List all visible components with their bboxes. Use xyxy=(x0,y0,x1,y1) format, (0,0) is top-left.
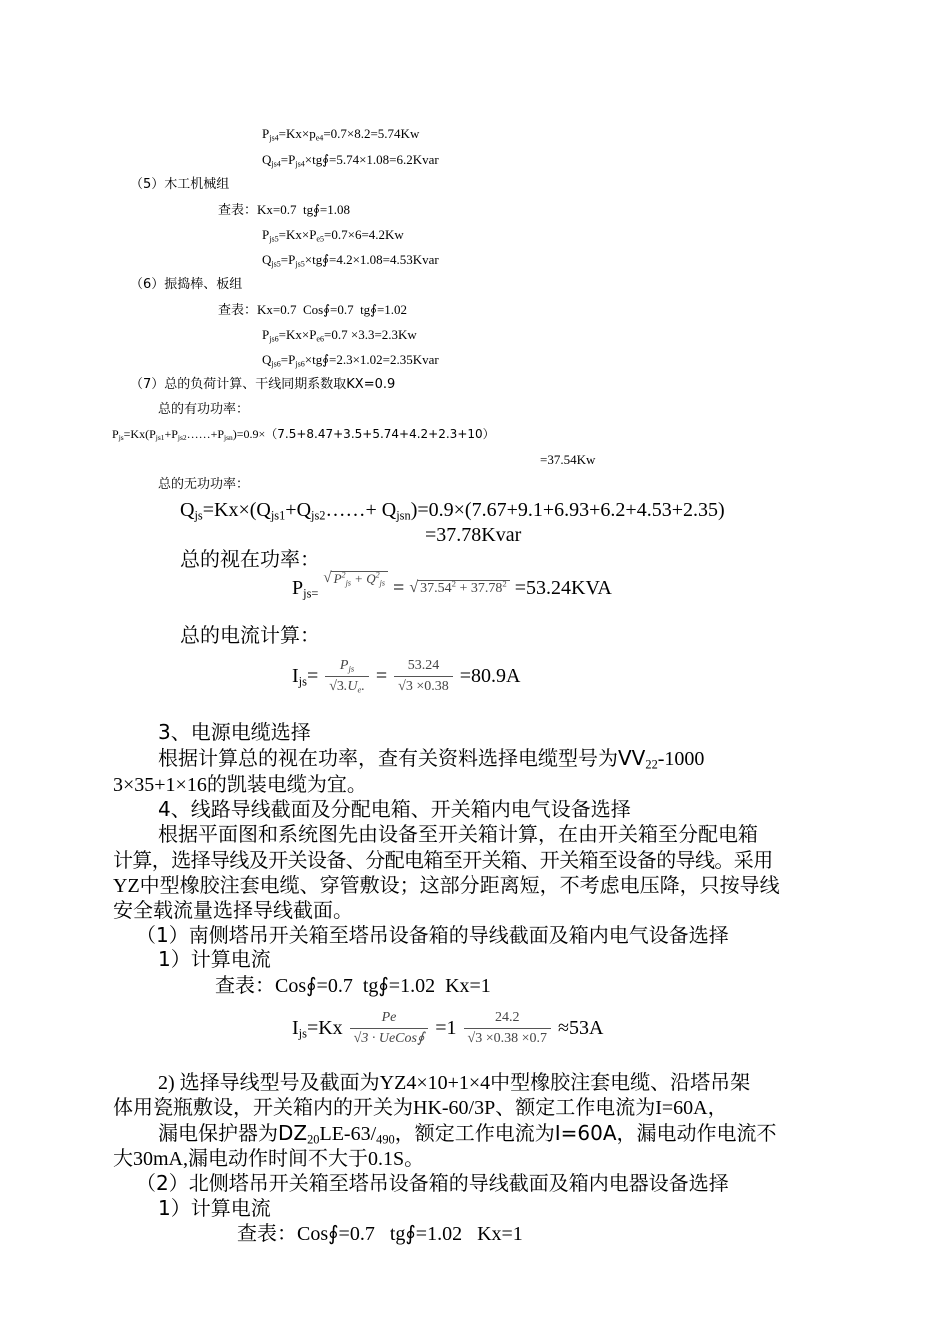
lookup-north-crane: 查表：Cos∮=0.7 tg∮=1.02 Kx=1 xyxy=(237,1221,523,1245)
formula-pjs6: $P_{js6}=Kx\times P_{e6}=0.7 \times 3.3=2.3Kw$ xyxy=(262,327,417,344)
heading-south-crane: （1）南侧塔吊开关箱至塔吊设备箱的导线截面及箱内电气设备选择 xyxy=(136,923,729,947)
fraction-numeric: $\frac{53.24}{√3 \times 0.38}$ xyxy=(394,658,453,695)
radical-numeric: √ $37.54^2 + 37.78^2$ xyxy=(409,580,509,597)
para-wire-2: 计算，选择导线及开关设备、分配电箱至开关箱、开关箱至设备的导线。采用 xyxy=(113,848,773,872)
lookup-south-crane: 查表：Cos∮=0.7 tg∮=1.02 Kx=1 xyxy=(215,973,491,997)
para-south-3: 漏电保护器为$DZ_{20}LE-63/_{490}$，额定工作电流为I=60A，漏电动作电流不 xyxy=(158,1121,777,1147)
heading-calc-current-1: 1）计算电流 xyxy=(158,947,271,971)
heading-power-cable: 3、电源电缆选择 xyxy=(158,720,311,744)
formula-pjs4: $P_{js4}=Kx\times p_{e4}=0.7\times 8.2=5.74Kw$ xyxy=(262,126,420,143)
heading-north-crane: （2）北侧塔吊开关箱至塔吊设备箱的导线截面及箱内电器设备选择 xyxy=(136,1171,729,1195)
result-pjs-total: =37.54Kw xyxy=(540,452,596,467)
heading-calc-current-2: 1）计算电流 xyxy=(158,1196,271,1220)
radical-symbolic: √ $P^2_{js} + Q^2_{js}$ xyxy=(323,571,388,587)
result-qjs-total: =37.78Kvar xyxy=(425,524,522,546)
formula-south-current: $I_{js}=Kx$ $\frac{Pe}{\text{√3 · UeCos∮}}$ =1 $\frac{24.2}{√3 \times 0.38 \times 0.7}$ ≈53A xyxy=(292,1010,604,1047)
label-current-calc: 总的电流计算： xyxy=(180,623,320,647)
para-cable-2: 3×35+1×16的凯装电缆为宜。 xyxy=(113,772,367,796)
lookup-woodworking: 查表：Kx=0.7 tg∮=1.08 xyxy=(218,202,350,218)
lookup-vibrator: 查表：Kx=0.7 Cos∮=0.7 tg∮=1.02 xyxy=(218,302,408,318)
formula-qjs4: $Q_{js4}=P_{js4}\times tg∮=5.74\times 1.08=6.2Kvar$ xyxy=(262,152,439,169)
para-cable-1: 根据计算总的视在功率，查有关资料选择电缆型号为$VV_{22}-1000$ xyxy=(158,746,705,772)
para-wire-3: YZ中型橡胶注套电缆、穿管敷设；这部分距离短，不考虑电压降，只按导线 xyxy=(113,873,780,897)
heading-total-load: （7）总的负荷计算、干线同期系数取KX=0.9 xyxy=(130,377,396,392)
heading-woodworking: （5）木工机械组 xyxy=(130,177,230,192)
formula-pjs-total: $P_{js}=Kx(P_{js1}+P_{js2}\dots\dots+P_{jsn})=0.9\times(7.5+8.47+3.5+5.74+4.2+2.3+10)$ xyxy=(112,427,495,443)
heading-wire-section: 4、线路导线截面及分配电箱、开关箱内电气设备选择 xyxy=(158,797,631,821)
fraction-symbolic: $\frac{P_{js}}{√3.U_e.}$ xyxy=(325,658,369,695)
formula-qjs-total: $Q_{js}=Kx\times(Q_{js1}+Q_{js2}\dots\dots+ Q_{jsn})=0.9\times(7.67+9.1+6.93+6.2+4.53+2.35)$ xyxy=(180,499,725,523)
label-total-reactive: 总的无功功率： xyxy=(158,477,250,492)
formula-qjs5: $Q_{js5}=P_{js5}\times tg∮=4.2\times 1.08=4.53Kvar$ xyxy=(262,252,439,269)
label-apparent-power: 总的视在功率： xyxy=(180,547,320,571)
para-wire-4: 安全载流量选择导线截面。 xyxy=(113,898,353,922)
formula-current: $I_{js}=$ $\frac{P_{js}}{√3.U_e.}$ = $\frac{53.24}{√3 \times 0.38}$ =80.9A xyxy=(292,658,521,695)
para-south-2: 体用瓷瓶敷设，开关箱内的开关为HK-60/3P、额定工作电流为I=60A， xyxy=(113,1095,728,1119)
para-wire-1: 根据平面图和系统图先由设备至开关箱计算，在由开关箱至分配电箱 xyxy=(158,822,758,846)
label-total-active: 总的有功功率： xyxy=(158,402,250,417)
fraction-numeric-2: $\frac{24.2}{√3 \times 0.38 \times 0.7}$ xyxy=(464,1010,551,1047)
formula-qjs6: $Q_{js6}=P_{js6}\times tg∮=2.3\times 1.02=2.35Kvar$ xyxy=(262,352,439,369)
heading-vibrator: （6）振捣棒、板组 xyxy=(130,277,243,292)
formula-apparent-power: $P_{js=}$ √ $P^2_{js} + Q^2_{js}$ = √ $37.54^2 + 37.78^2$ =53.24KVA xyxy=(292,570,612,601)
para-south-1: 2) 选择导线型号及截面为YZ4×10+1×4中型橡胶注套电缆、沿塔吊架 xyxy=(158,1070,751,1094)
fraction-symbolic-2: $\frac{Pe}{\text{√3 · UeCos∮}}$ xyxy=(350,1010,429,1047)
para-south-4: 大30mA,漏电动作时间不大于0.1S。 xyxy=(113,1146,425,1170)
formula-pjs5: $P_{js5}=Kx\times P_{e5}=0.7\times 6=4.2Kw$ xyxy=(262,227,404,244)
